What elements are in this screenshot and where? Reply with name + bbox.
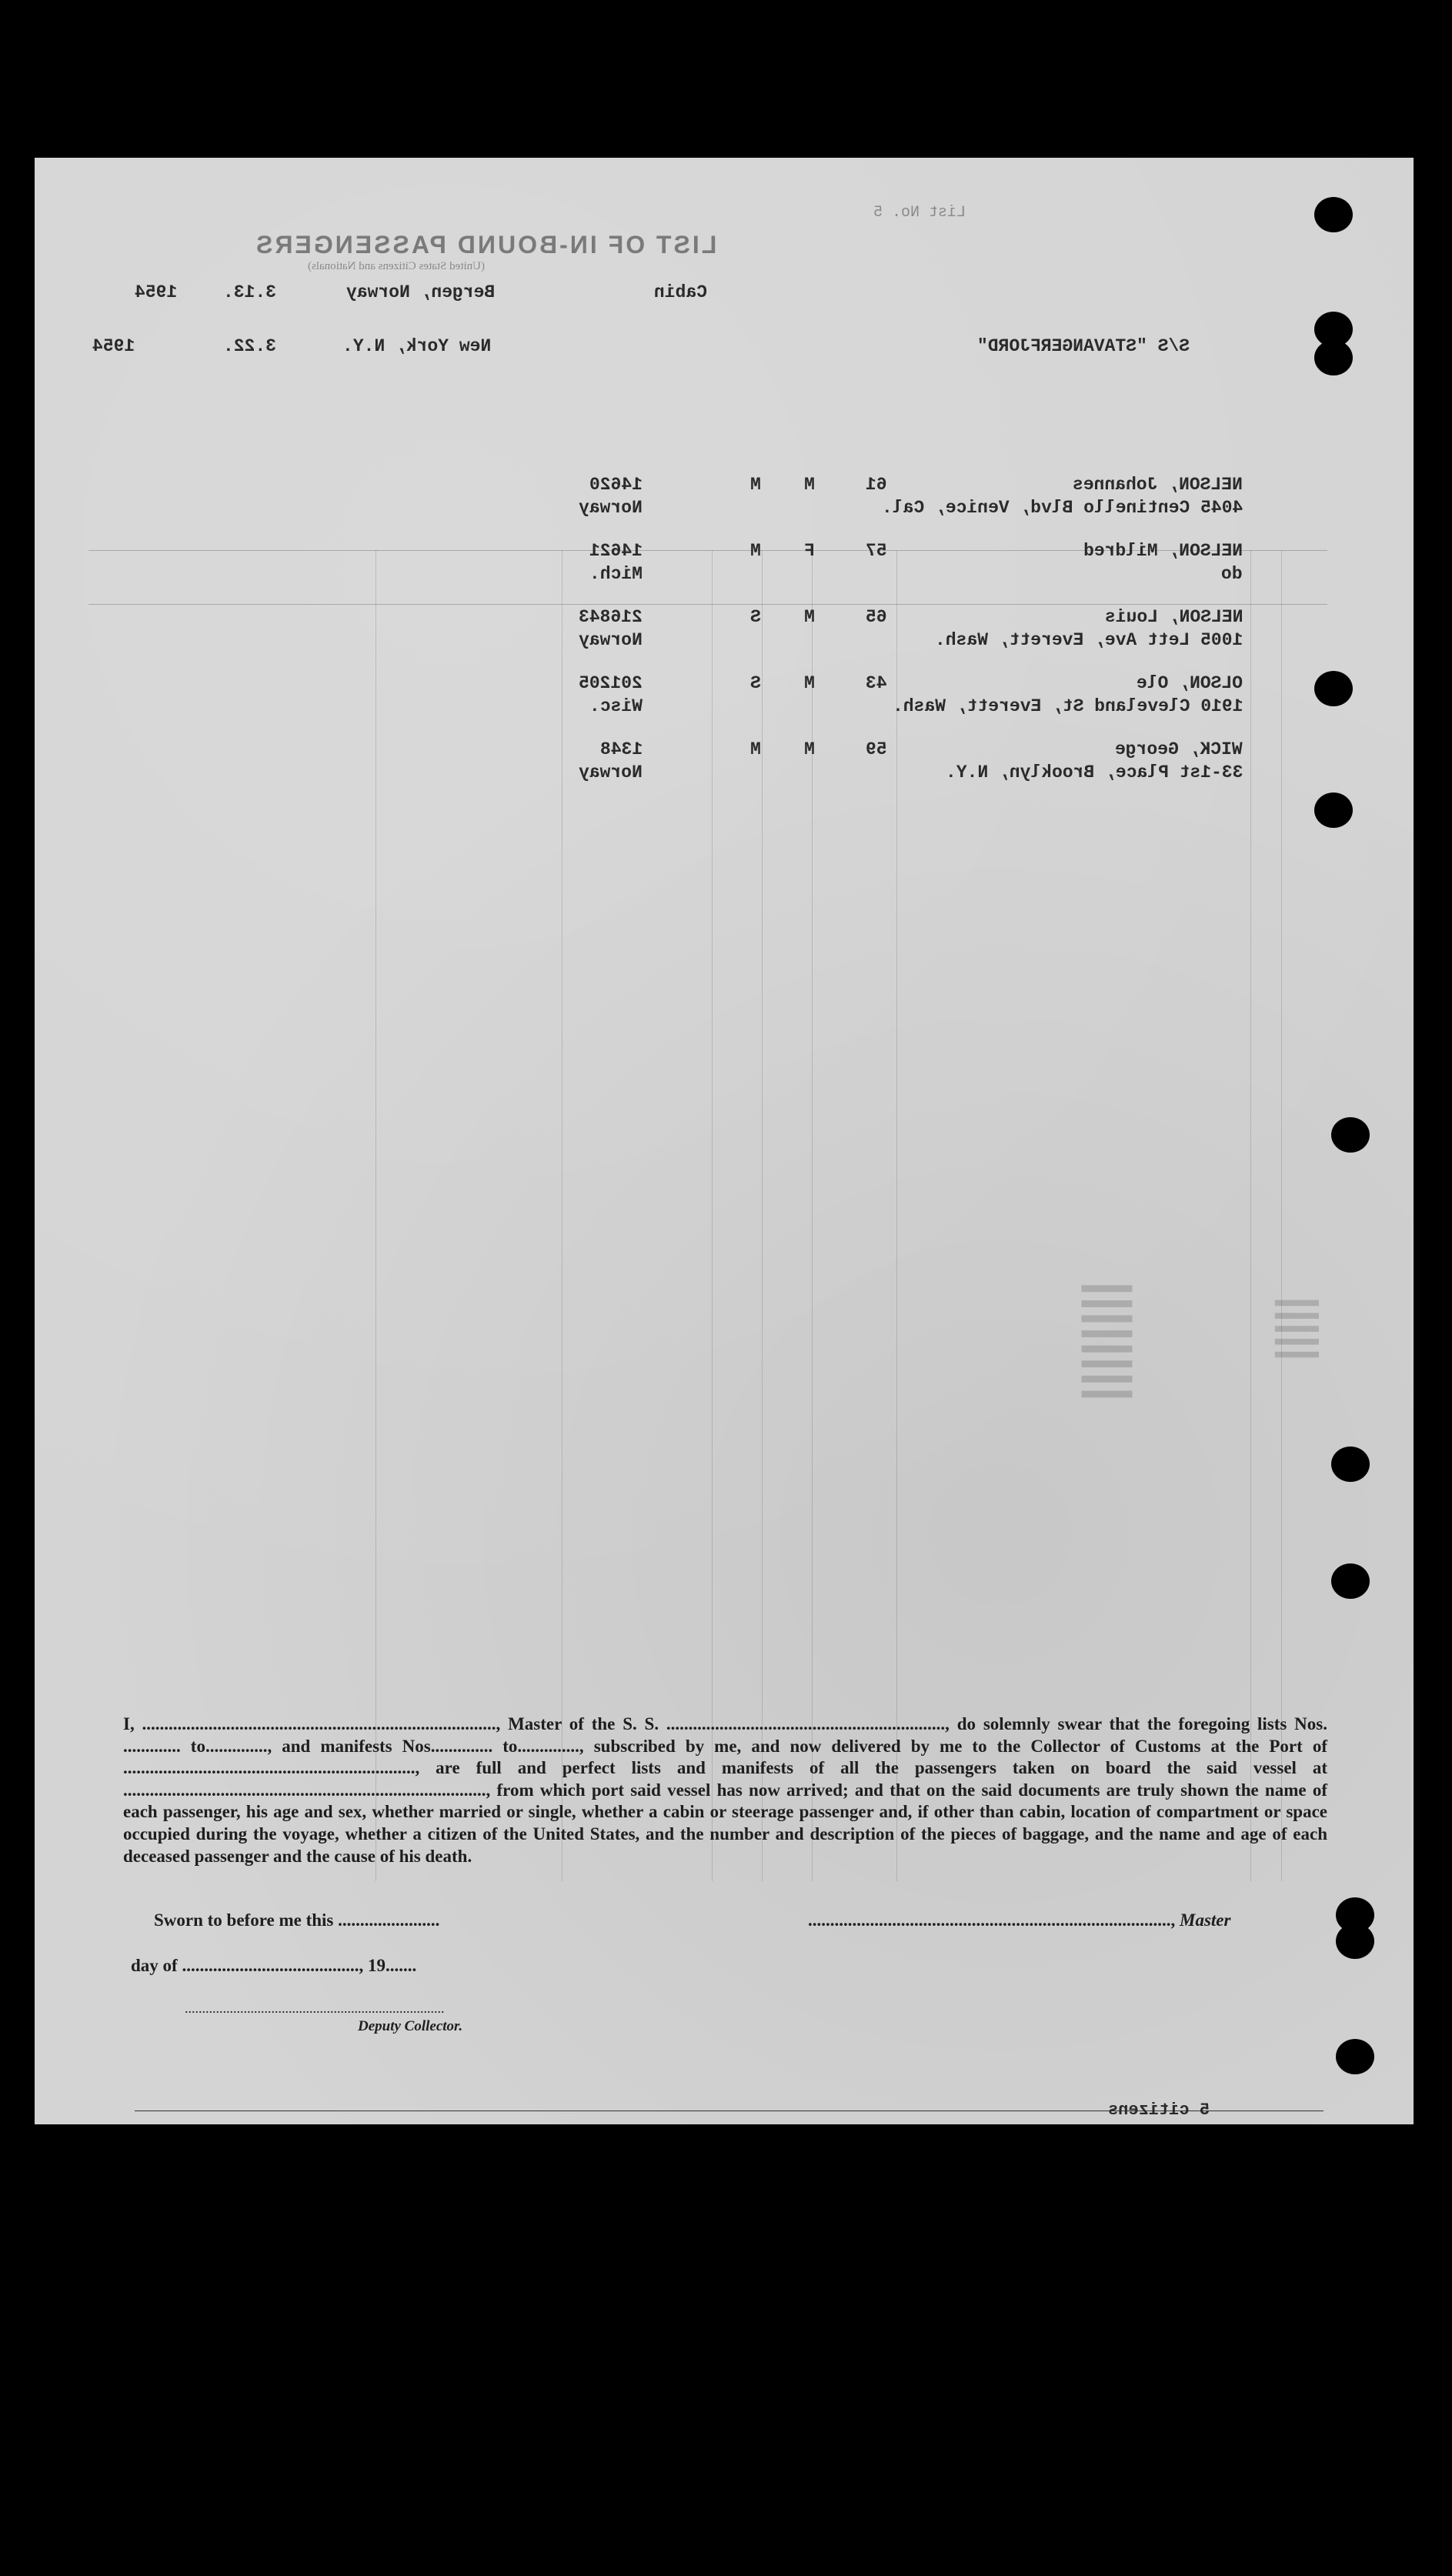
passenger-sex: M — [804, 739, 815, 759]
passenger-age: 57 — [866, 541, 887, 561]
punch-hole — [1314, 792, 1353, 828]
passenger-sex: M — [804, 475, 815, 495]
day-of-line: day of ........................................, 19....... — [131, 1956, 417, 1975]
punch-hole — [1314, 671, 1353, 706]
punch-hole — [1314, 340, 1353, 375]
passenger-entry — [35, 475, 1414, 536]
passenger-certificate-number: 216843 — [579, 607, 643, 627]
passenger-birthplace: Norway — [579, 630, 643, 650]
punch-hole — [1331, 1446, 1370, 1482]
master-signature-line: .................................................................................., Master — [808, 1910, 1231, 1930]
deputy-signature-line: ........................................................................... — [185, 2000, 445, 2016]
passenger-class: Cabin — [654, 282, 708, 302]
passenger-age: 43 — [866, 673, 887, 693]
list-number: List No. 5 — [873, 204, 966, 222]
passenger-marital-status: M — [750, 475, 761, 495]
punch-hole — [1331, 1117, 1370, 1153]
header-rule — [88, 604, 1327, 605]
deputy-collector-label: Deputy Collector. — [358, 2018, 463, 2034]
passenger-entry — [35, 739, 1414, 801]
punch-hole — [1336, 1924, 1374, 1959]
punch-hole — [1314, 197, 1353, 232]
passenger-address: 1910 Cleveland St, Everett, Wash. — [892, 696, 1243, 716]
passenger-entry — [35, 673, 1414, 735]
passenger-entry — [35, 541, 1414, 602]
departure-date: 3.13. — [223, 282, 277, 302]
passenger-marital-status: S — [750, 607, 761, 627]
passenger-birthplace: Norway — [579, 498, 643, 518]
passenger-name: NELSON, Louis — [1104, 607, 1243, 627]
passenger-certificate-number: 1348 — [599, 739, 643, 759]
passenger-sex: M — [804, 673, 815, 693]
passenger-name: NELSON, Johannes — [1073, 475, 1243, 495]
passenger-age: 65 — [866, 607, 887, 627]
master-label: Master — [1180, 1910, 1231, 1930]
manifest-page — [35, 158, 1414, 2124]
citizens-note: 5 citizens — [1108, 2101, 1210, 2120]
passenger-birthplace: Wisc. — [589, 696, 643, 716]
arrival-year: 1954 — [92, 336, 135, 356]
show-through-stamp: |||||||| — [1082, 1281, 1142, 1402]
show-through-stamp: ||||| — [1275, 1296, 1327, 1361]
passenger-sex: M — [804, 607, 815, 627]
passenger-birthplace: Norway — [579, 762, 643, 782]
passenger-address: 1005 Lett Ave, Everett, Wash. — [934, 630, 1243, 650]
sworn-line: Sworn to before me this ....................... — [154, 1910, 440, 1930]
passenger-address: 33-1st Place, Brooklyn, N.Y. — [945, 762, 1243, 782]
departure-year: 1954 — [135, 282, 178, 302]
passenger-name: NELSON, Mildred — [1083, 541, 1243, 561]
arrival-port: New York, N.Y. — [342, 336, 492, 356]
passenger-sex: F — [804, 541, 815, 561]
passenger-certificate-number: 201205 — [579, 673, 643, 693]
passenger-marital-status: M — [750, 739, 761, 759]
passenger-marital-status: M — [750, 541, 761, 561]
passenger-name: OLSON, Ole — [1136, 673, 1243, 693]
passenger-age: 59 — [866, 739, 887, 759]
passenger-birthplace: Mich. — [589, 564, 643, 584]
passenger-marital-status: S — [750, 673, 761, 693]
master-oath: I, ................................................................................, Master of the S. S. ..............................................................., do solemnly swear that the foregoing lists Nos. ............. to.............., and manifests Nos.............. to.............., subscribed by me, and now delivered by me to the Collector of Customs at the Port of .................................................................., are full and perfect lists and manifests of all the passengers taken on board the said vessel at .................................................................................., from which port said vessel has now arrived; and that on the said documents are truly shown the name of each passenger, his age and sex, whether married or single, whether a cabin or steerage passenger and, if other than cabin, location of compartment or space occupied during the voyage, whether a citizen of the United States, and the number and description of the pieces of baggage, and the name and age of each deceased passenger and the cause of his death. — [123, 1714, 1327, 1866]
punch-hole — [1336, 2039, 1374, 2074]
passenger-age: 61 — [866, 475, 887, 495]
passenger-address: do — [1221, 564, 1243, 584]
passenger-name: WICK, George — [1115, 739, 1243, 759]
passenger-address: 4045 Centinello Blvd, Venice, Cal. — [881, 498, 1243, 518]
passenger-certificate-number: 14620 — [589, 475, 643, 495]
form-subtitle: (United States Citizens and Nationals) — [308, 260, 485, 272]
ship-name: S/S "STAVANGERFJORD" — [977, 336, 1190, 356]
form-title: LIST OF IN-BOUND PASSENGERS — [254, 231, 717, 259]
passenger-entry — [35, 607, 1414, 669]
passenger-certificate-number: 14621 — [589, 541, 643, 561]
arrival-date: 3.22. — [223, 336, 277, 356]
punch-hole — [1331, 1563, 1370, 1599]
departure-port: Bergen, Norway — [346, 282, 496, 302]
